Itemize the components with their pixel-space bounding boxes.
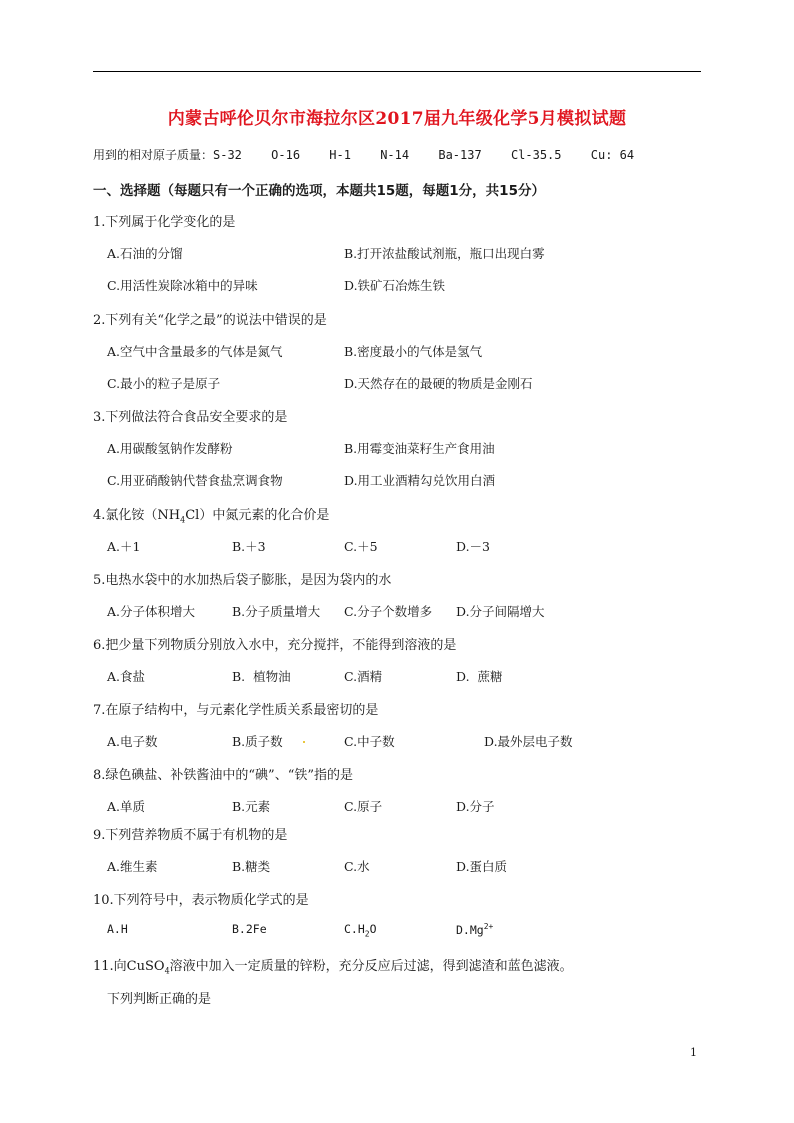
q4-option-b: B.＋3 (232, 539, 266, 554)
q1-option-d: D.铁矿石冶炼生铁 (344, 278, 446, 293)
atomic-masses (93, 146, 656, 163)
mass-item: 用到的相对原子质量：S-32 (93, 148, 242, 162)
mass-item: Cl-35.5 (510, 148, 562, 162)
question-9: 9.下列营养物质不属于有机物的是 (93, 828, 288, 843)
q9-option-d: D.蛋白质 (456, 859, 508, 874)
q5-option-c: C.分子个数增多 (344, 604, 433, 619)
question-5: 5.电热水袋中的水加热后袋子膨胀，是因为袋内的水 (93, 573, 392, 588)
q7-option-d: D.最外层电子数 (484, 734, 573, 749)
q4-option-d: D.－3 (456, 539, 491, 554)
q4-subscript: 4 (180, 515, 186, 525)
question-10: 10.下列符号中，表示物质化学式的是 (93, 893, 309, 908)
q10-c-tail: O (369, 922, 377, 936)
q3-option-a: A.用碳酸氢钠作发酵粉 (107, 441, 233, 456)
q10-d-superscript: 2+ (483, 922, 494, 931)
q10-option-c (344, 922, 377, 938)
mass-item: O-16 (271, 148, 301, 162)
q10-c-base: C.H (344, 922, 365, 936)
mass-item: N-14 (380, 148, 410, 162)
q10-option-a: A.H (107, 922, 128, 936)
q3-option-d: D.用工业酒精勾兑饮用白酒 (344, 473, 496, 488)
stray-mark (303, 741, 305, 743)
q4-text-end: Cl）中氮元素的化合价是 (185, 508, 330, 523)
q7-option-c: C.中子数 (344, 734, 395, 749)
q2-option-a: A.空气中含量最多的气体是氮气 (107, 344, 283, 359)
q10-option-d (456, 922, 493, 937)
q4-text-start: 4.氯化铵（NH (93, 508, 181, 523)
q10-c-subscript: 2 (364, 929, 370, 939)
q6-option-d: D. 蔗糖 (456, 669, 503, 684)
question-7: 7.在原子结构中，与元素化学性质关系最密切的是 (93, 703, 379, 718)
q9-option-a: A.维生素 (107, 859, 158, 874)
q8-option-c: C.原子 (344, 799, 383, 814)
question-3: 3.下列做法符合食品安全要求的是 (93, 410, 288, 425)
mass-item: Ba-137 (438, 148, 482, 162)
q9-option-b: B.糖类 (232, 859, 271, 874)
q8-option-d: D.分子 (456, 799, 495, 814)
q7-option-b: B.质子数 (232, 734, 283, 749)
question-2: 2.下列有关“化学之最”的说法中错误的是 (93, 313, 327, 328)
q4-option-c: C.＋5 (344, 539, 378, 554)
question-4 (93, 504, 329, 525)
q6-option-b: B. 植物油 (232, 669, 291, 684)
q5-option-a: A.分子体积增大 (107, 604, 196, 619)
question-11-line2: 下列判断正确的是 (107, 992, 212, 1007)
q11-subscript: 4 (164, 966, 170, 976)
page-title: 内蒙古呼伦贝尔市海拉尔区2017届九年级化学5月模拟试题 (167, 109, 627, 129)
mass-item: Cu: 64 (590, 148, 635, 162)
question-1: 1.下列属于化学变化的是 (93, 215, 236, 230)
q6-option-a: A.食盐 (107, 669, 146, 684)
q11-text-start: 11.向CuSO (93, 959, 165, 974)
q1-option-c: C.用活性炭除冰箱中的异味 (107, 278, 258, 293)
q1-option-b: B.打开浓盐酸试剂瓶，瓶口出现白雾 (344, 246, 545, 261)
q3-option-c: C.用亚硝酸钠代替食盐烹调食物 (107, 473, 283, 488)
header-rule (93, 71, 701, 72)
question-6: 6.把少量下列物质分别放入水中，充分搅拌，不能得到溶液的是 (93, 638, 457, 653)
q2-option-d: D.天然存在的最硬的物质是金刚石 (344, 376, 533, 391)
q6-option-c: C.酒精 (344, 669, 383, 684)
mass-item: H-1 (329, 148, 351, 162)
q3-option-b: B.用霉变油菜籽生产食用油 (344, 441, 495, 456)
q7-option-a: A.电子数 (107, 734, 158, 749)
q10-d-base: D.Mg (456, 922, 484, 937)
section-heading: 一、选择题（每题只有一个正确的选项，本题共15题，每题1分，共15分） (93, 183, 545, 199)
q5-option-b: B.分子质量增大 (232, 604, 321, 619)
q2-option-c: C.最小的粒子是原子 (107, 376, 221, 391)
q8-option-a: A.单质 (107, 799, 146, 814)
page-number: 1 (690, 1046, 697, 1059)
q11-text-end: 溶液中加入一定质量的锌粉，充分反应后过滤，得到滤渣和蓝色滤液。 (169, 959, 573, 974)
q4-option-a: A.＋1 (107, 539, 141, 554)
q5-option-d: D.分子间隔增大 (456, 604, 545, 619)
q2-option-b: B.密度最小的气体是氢气 (344, 344, 483, 359)
q10-option-b: B.2Fe (232, 922, 267, 936)
question-8: 8.绿色碘盐、补铁酱油中的“碘”、“铁”指的是 (93, 768, 353, 783)
question-11 (93, 955, 573, 976)
q8-option-b: B.元素 (232, 799, 271, 814)
q9-option-c: C.水 (344, 859, 370, 874)
q1-option-a: A.石油的分馏 (107, 246, 183, 261)
